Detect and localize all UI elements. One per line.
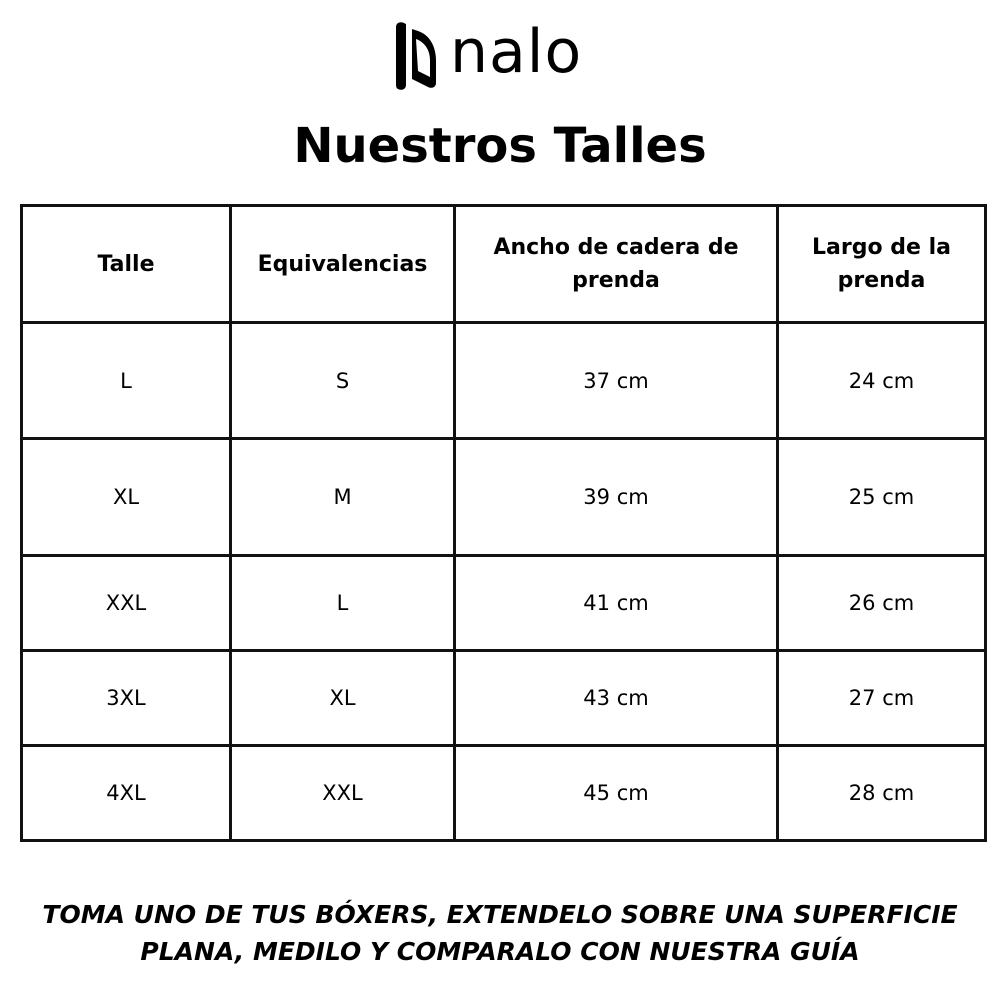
cell-talle: 4XL [22, 746, 231, 841]
size-table [20, 204, 987, 842]
table-row [22, 651, 986, 746]
header-ancho-cadera: Ancho de cadera de prenda [455, 206, 778, 323]
brand-logo [392, 17, 608, 92]
brand-wordmark: nalo [450, 17, 583, 87]
table-header-row [22, 206, 986, 323]
cell-largo: 25 cm [778, 439, 986, 556]
header-talle: Talle [22, 206, 231, 323]
page-title: Nuestros Talles [293, 118, 707, 174]
cell-equivalencia: XXL [231, 746, 455, 841]
cell-ancho: 45 cm [455, 746, 778, 841]
cell-equivalencia: L [231, 556, 455, 651]
cell-talle: 3XL [22, 651, 231, 746]
cell-talle: L [22, 323, 231, 439]
cell-equivalencia: XL [231, 651, 455, 746]
cell-largo: 24 cm [778, 323, 986, 439]
table-row [22, 439, 986, 556]
cell-equivalencia: S [231, 323, 455, 439]
cell-ancho: 37 cm [455, 323, 778, 439]
header-largo-prenda: Largo de la prenda [778, 206, 986, 323]
cell-ancho: 41 cm [455, 556, 778, 651]
header-equivalencias: Equivalencias [231, 206, 455, 323]
cell-ancho: 39 cm [455, 439, 778, 556]
measuring-instructions: TOMA UNO DE TUS BÓXERS, EXTENDELO SOBRE UNA SUPERFICIE PLANA, MEDILO Y COMPARALO CON NUESTRA GUÍA [42, 900, 958, 966]
cell-equivalencia: M [231, 439, 455, 556]
table-row [22, 323, 986, 439]
nalo-leaf-logo-icon [392, 21, 440, 91]
table-row [22, 556, 986, 651]
cell-largo: 27 cm [778, 651, 986, 746]
cell-largo: 28 cm [778, 746, 986, 841]
table-row [22, 746, 986, 841]
cell-talle: XL [22, 439, 231, 556]
cell-largo: 26 cm [778, 556, 986, 651]
cell-talle: XXL [22, 556, 231, 651]
cell-ancho: 43 cm [455, 651, 778, 746]
